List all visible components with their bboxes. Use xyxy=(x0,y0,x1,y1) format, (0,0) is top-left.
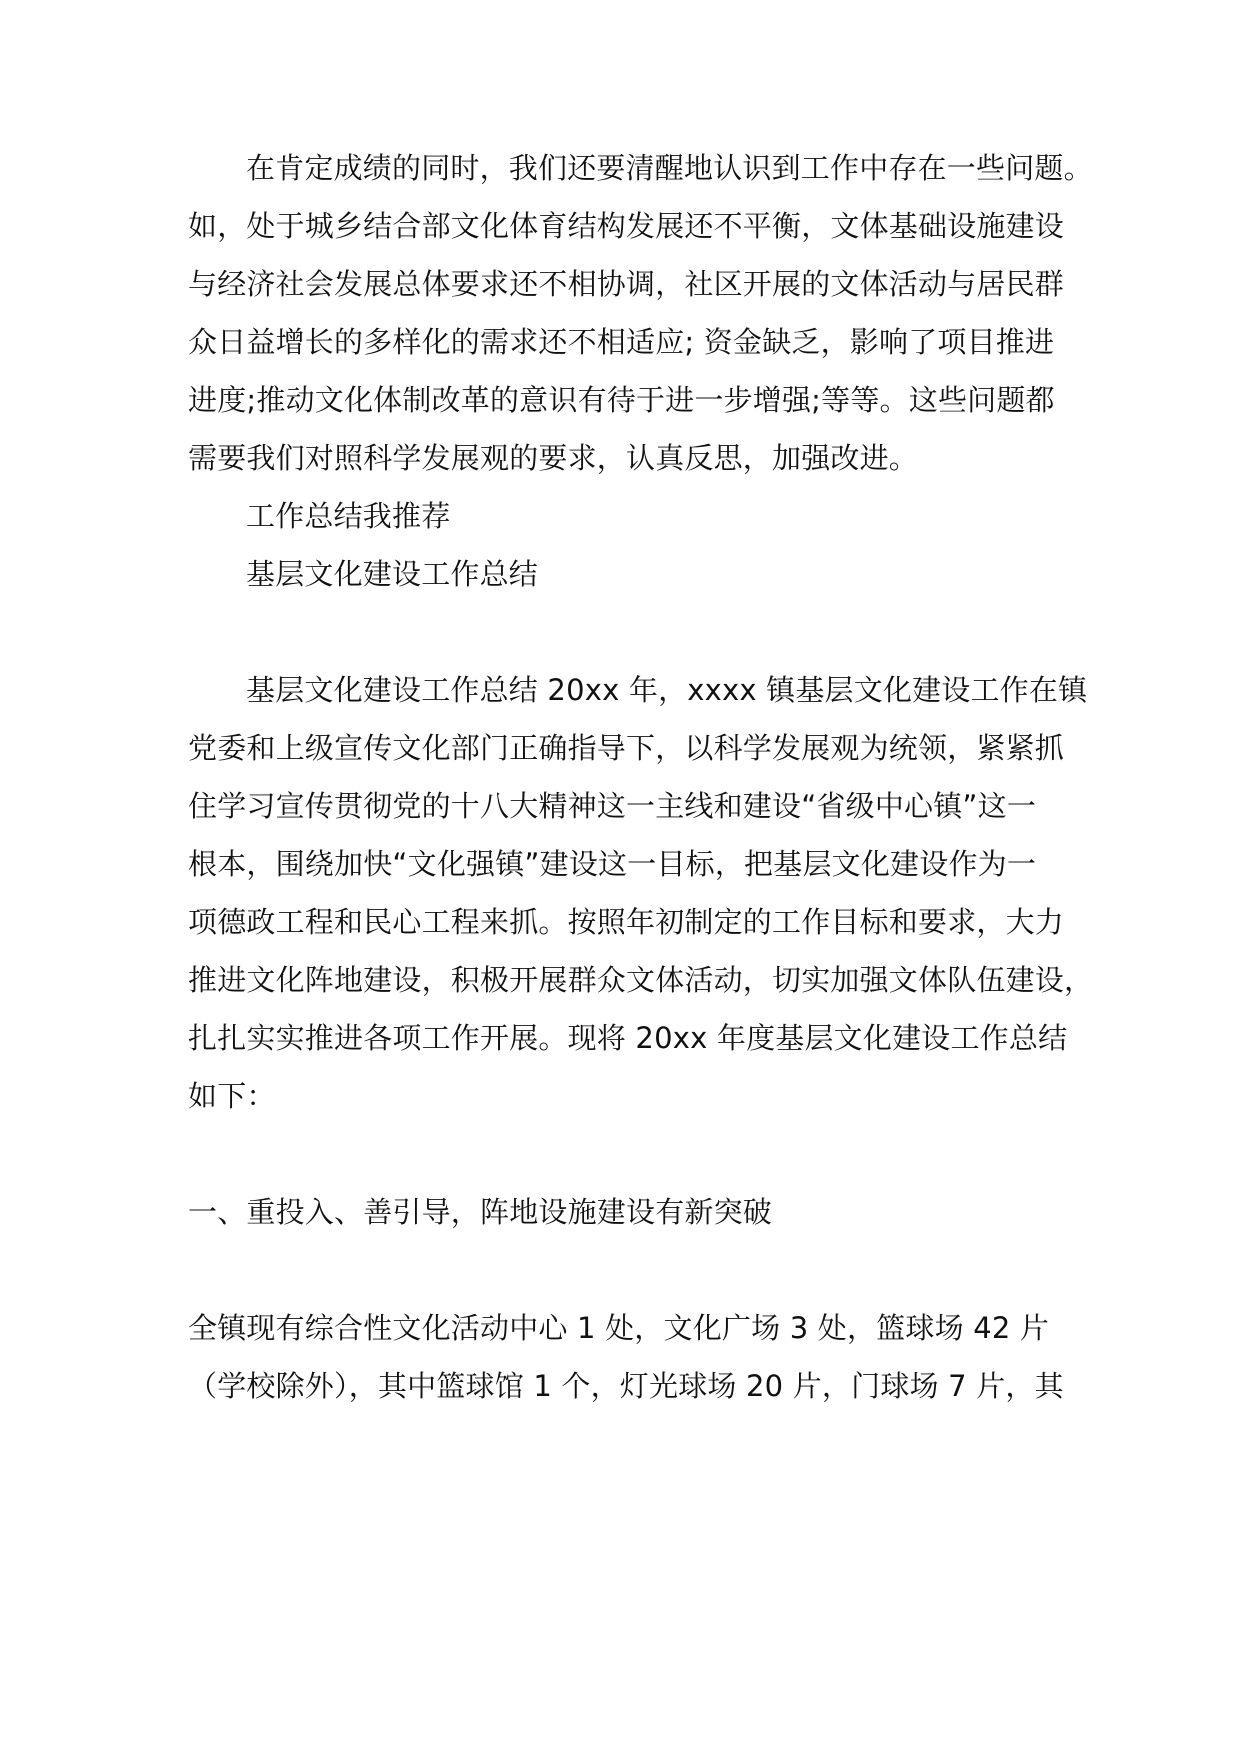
paragraph-2-line-5: 项德政工程和民心工程来抓。按照年初制定的工作目标和要求，大力 xyxy=(188,905,1065,939)
article-title: 基层文化建设工作总结 xyxy=(246,557,539,591)
paragraph-1-line-2: 如，处于城乡结合部文化体育结构发展还不平衡，文体基础设施建设 xyxy=(188,209,1065,243)
paragraph-3-line-1: 全镇现有综合性文化活动中心 1 处，文化广场 3 处，篮球场 42 片 xyxy=(188,1311,1050,1345)
paragraph-2-line-3: 住学习宣传贯彻党的十八大精神这一主线和建设“省级中心镇”这一 xyxy=(188,789,1037,823)
paragraph-2-line-6: 推进文化阵地建设，积极开展群众文体活动，切实加强文体队伍建设， xyxy=(188,963,1094,997)
paragraph-1-line-3: 与经济社会发展总体要求还不相协调，社区开展的文体活动与居民群 xyxy=(188,267,1065,301)
paragraph-2-line-4: 根本，围绕加快“文化强镇”建设这一目标，把基层文化建设作为一 xyxy=(188,847,1037,881)
recommend-label: 工作总结我推荐 xyxy=(246,499,451,533)
paragraph-1-line-1: 在肯定成绩的同时，我们还要清醒地认识到工作中存在一些问题。 xyxy=(246,151,1093,185)
paragraph-2-line-2: 党委和上级宣传文化部门正确指导下，以科学发展观为统领，紧紧抓 xyxy=(188,731,1065,765)
paragraph-2-line-7: 扎扎实实推进各项工作开展。现将 20xx 年度基层文化建设工作总结 xyxy=(188,1021,1068,1055)
paragraph-2-line-8: 如下： xyxy=(188,1079,276,1113)
paragraph-1-line-4: 众日益增长的多样化的需求还不相适应; 资金缺乏，影响了项目推进 xyxy=(188,325,1055,359)
paragraph-3-line-2: （学校除外），其中篮球馆 1 个，灯光球场 20 片，门球场 7 片，其 xyxy=(188,1369,1064,1403)
section-heading: 一、重投入、善引导，阵地设施建设有新突破 xyxy=(188,1195,773,1229)
paragraph-2-line-1: 基层文化建设工作总结 20xx 年，xxxx 镇基层文化建设工作在镇 xyxy=(246,673,1088,707)
paragraph-1-line-5: 进度;推动文化体制改革的意识有待于进一步增强;等等。这些问题都 xyxy=(188,383,1055,417)
paragraph-1-line-6: 需要我们对照科学发展观的要求，认真反思，加强改进。 xyxy=(188,441,919,475)
